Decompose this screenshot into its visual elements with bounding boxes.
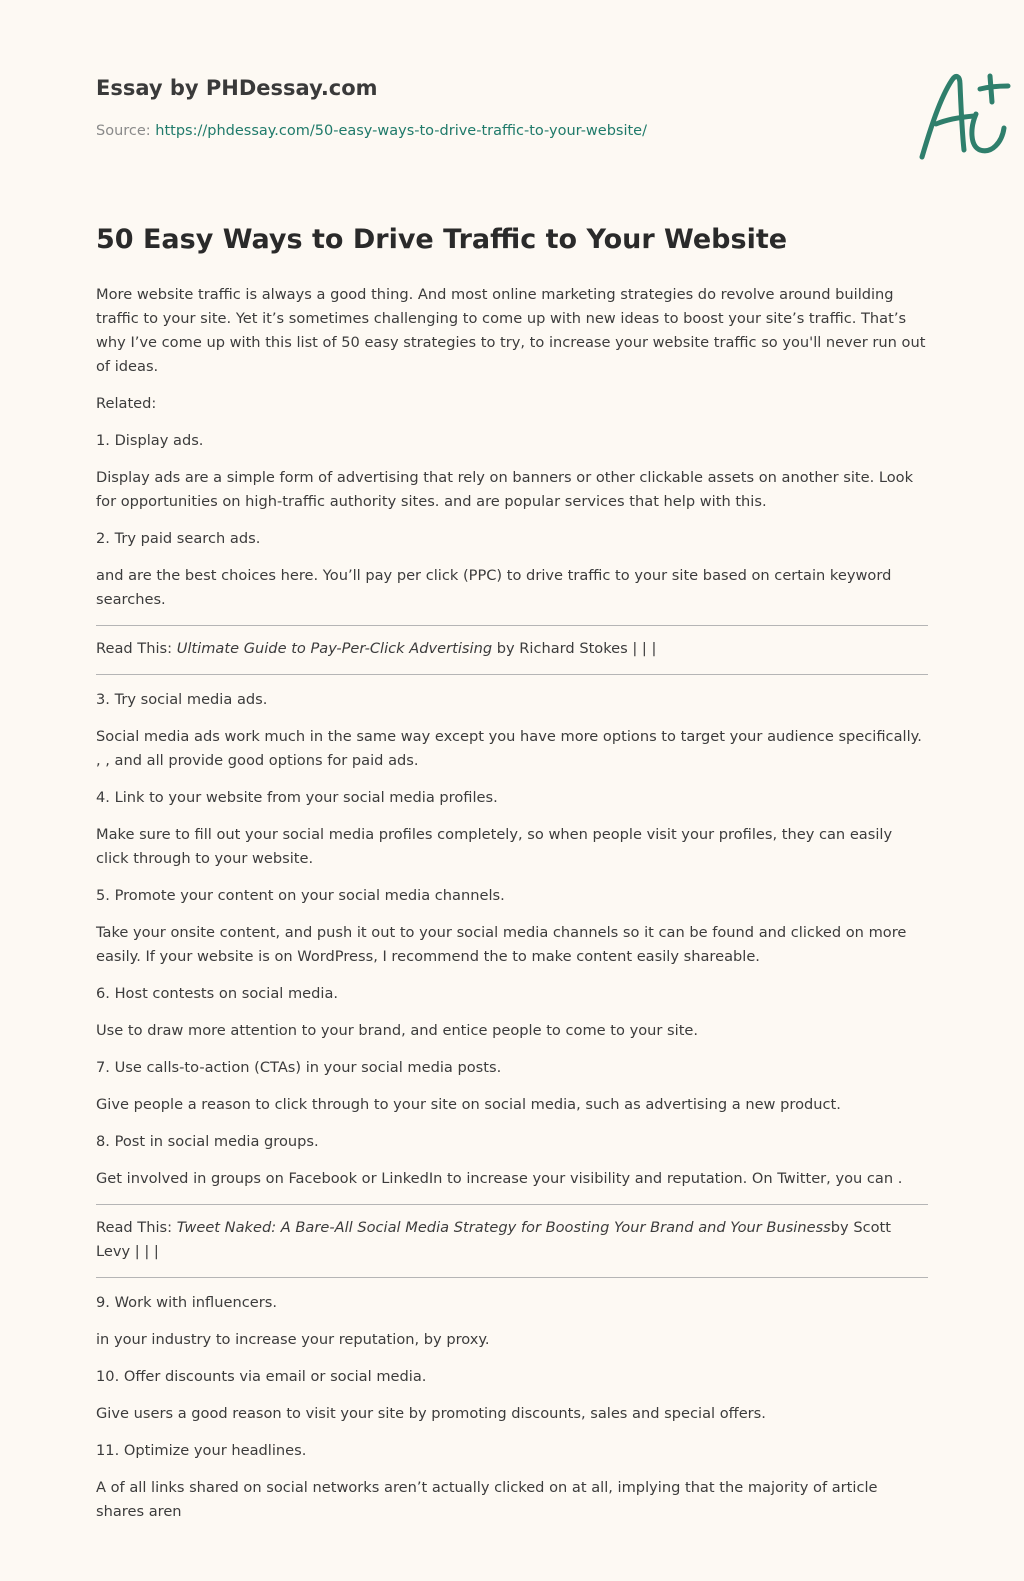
read-this-text (96, 637, 928, 661)
read-this-prefix: Read This: (96, 1219, 177, 1236)
item-paragraph: Use to draw more attention to your brand, and entice people to come to your site. (96, 1022, 699, 1039)
item-paragraph: in your industry to increase your reputation, by proxy. (96, 1331, 490, 1348)
source-link[interactable]: https://phdessay.com/50-easy-ways-to-drive-traffic-to-your-website/ (155, 123, 647, 139)
essay-body (96, 283, 928, 1537)
item-paragraph: Display ads are a simple form of advertising that rely on banners or other clickable assets on another site. Look for opportunities on high-traffic authority sites. and are popular services that help with this. (96, 469, 914, 510)
item-heading: 1. Display ads. (96, 432, 204, 449)
item-paragraph: Give users a good reason to visit your site by promoting discounts, sales and special offers. (96, 1405, 766, 1422)
book-author: by Richard Stokes | | | (492, 640, 657, 657)
item-heading: 10. Offer discounts via email or social media. (96, 1368, 427, 1385)
source-line (96, 123, 647, 139)
item-paragraph: A of all links shared on social networks aren’t actually clicked on at all, implying that the majority of article shares aren (96, 1479, 878, 1520)
item-paragraph: Take your onsite content, and push it out to your social media channels so it can be found and clicked on more easily. If your website is on WordPress, I recommend the to make content easily shareable. (96, 924, 907, 965)
essay-title: 50 Easy Ways to Drive Traffic to Your Website (96, 224, 788, 255)
book-title: Tweet Naked: A Bare-All Social Media Strategy for Boosting Your Brand and Your Business (176, 1219, 831, 1236)
item-paragraph: Make sure to fill out your social media profiles completely, so when people visit your profiles, they can easily click through to your website. (96, 826, 893, 867)
item-heading: 6. Host contests on social media. (96, 985, 339, 1002)
book-title: Ultimate Guide to Pay-Per-Click Advertising (176, 640, 493, 657)
item-heading: 4. Link to your website from your social media profiles. (96, 789, 498, 806)
item-heading: 8. Post in social media groups. (96, 1133, 319, 1150)
book-author: by Scott Levy | | | (96, 1219, 891, 1260)
a-plus-logo-icon (916, 70, 1016, 165)
item-heading: 5. Promote your content on your social media channels. (96, 887, 505, 904)
source-label: Source: (96, 123, 151, 139)
item-heading: 11. Optimize your headlines. (96, 1442, 307, 1459)
item-heading: 2. Try paid search ads. (96, 530, 261, 547)
site-title: Essay by PHDessay.com (96, 76, 378, 100)
item-paragraph: and are the best choices here. You’ll pay per click (PPC) to drive traffic to your site based on certain keyword searches. (96, 567, 892, 608)
read-this-box (96, 1204, 928, 1278)
read-this-prefix: Read This: (96, 640, 177, 657)
item-paragraph: Get involved in groups on Facebook or LinkedIn to increase your visibility and reputation. On Twitter, you can . (96, 1170, 903, 1187)
item-paragraph: Give people a reason to click through to your site on social media, such as advertising a new product. (96, 1096, 841, 1113)
item-heading: 9. Work with influencers. (96, 1294, 277, 1311)
item-heading: 3. Try social media ads. (96, 691, 268, 708)
read-this-box (96, 625, 928, 675)
item-heading: 7. Use calls-to-action (CTAs) in your social media posts. (96, 1059, 502, 1076)
read-this-text (96, 1216, 928, 1264)
related-label: Related: (96, 395, 157, 412)
intro-paragraph: More website traffic is always a good thing. And most online marketing strategies do revolve around building traffic to your site. Yet it’s sometimes challenging to come up with new ideas to boost your site’s traffic. That’s why I’ve come up with this list of 50 easy strategies to try, to increase your website traffic so you'll never run out of ideas. (96, 286, 926, 375)
item-paragraph: Social media ads work much in the same way except you have more options to target your audience specifically. , , and all provide good options for paid ads. (96, 728, 922, 769)
